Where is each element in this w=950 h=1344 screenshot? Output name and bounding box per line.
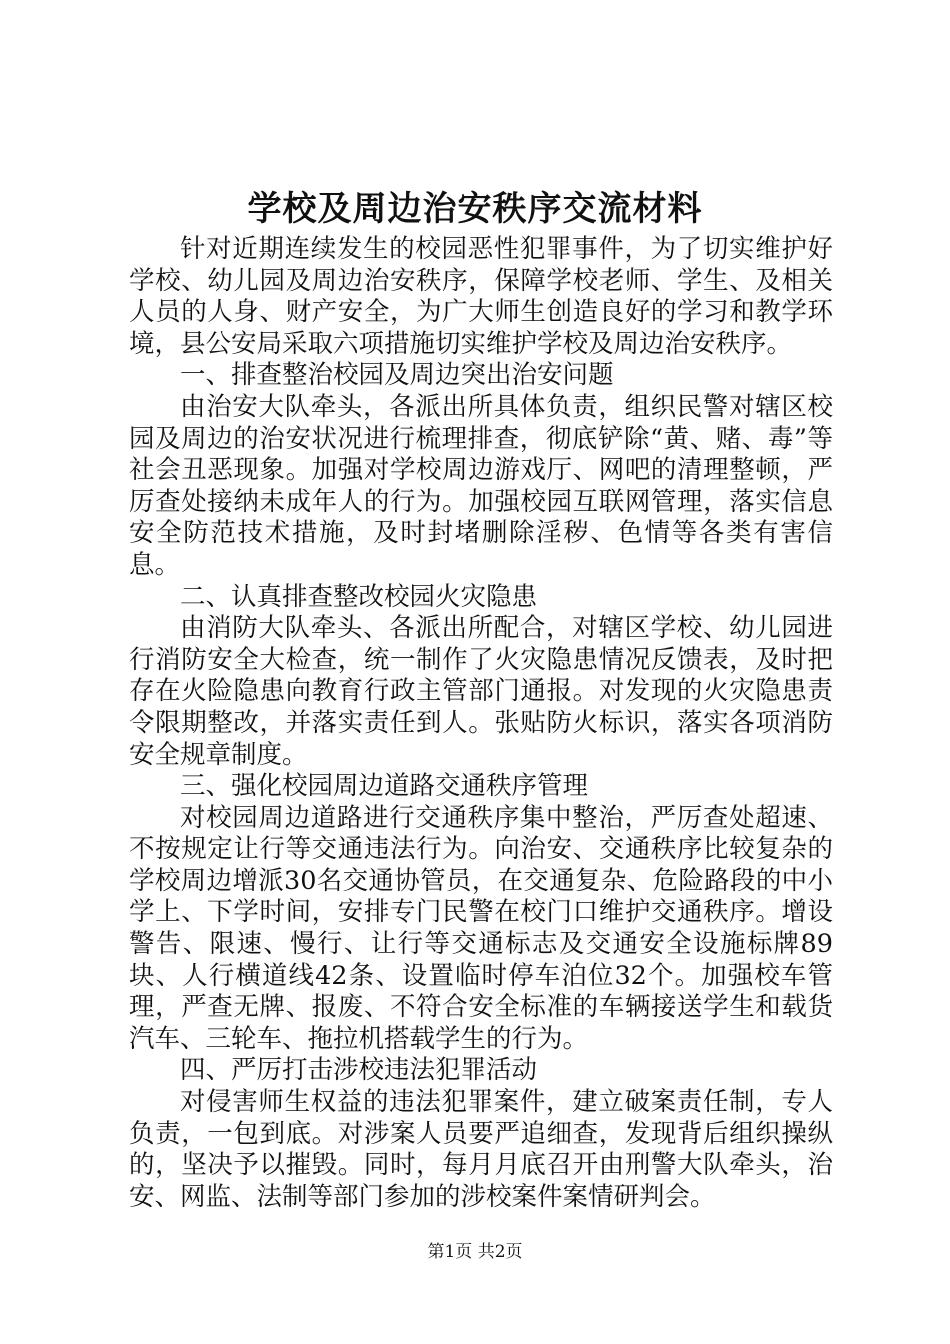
- section-heading: 一、排查整治校园及周边突出治安问题: [180, 360, 614, 391]
- document-body: [129, 234, 833, 1213]
- document-title: 学校及周边治安秩序交流材料: [247, 189, 703, 229]
- section-paragraph: 对侵害师生权益的违法犯罪案件，建立破案责任制，专人负责，一包到底。对涉案人员要严追细查，发现背后组织操纵的，坚决予以摧毁。同时，每月月底召开由刑警大队牵头，治安、网监、法制等部门参加的涉校案件案情研判会。: [129, 1087, 833, 1212]
- section-heading: 二、认真排查整改校园火灾隐患: [180, 581, 538, 612]
- section-paragraph: 对校园周边道路进行交通秩序集中整治，严厉查处超速、不按规定让行等交通违法行为。向治安、交通秩序比较复杂的学校周边增派30名交通协管员，在交通复杂、危险路段的中小学上、下学时间，安排专门民警在校门口维护交通秩序。增设警告、限速、慢行、让行等交通标志及交通安全设施标牌89块、人行横道线42条、设置临时停车泊位32个。加强校车管理，严查无牌、报废、不符合安全标准的车辆接送学生和载货汽车、三轮车、拖拉机搭载学生的行为。: [129, 802, 833, 1054]
- section-heading: 三、强化校园周边道路交通秩序管理: [180, 771, 589, 802]
- section-paragraph: 由消防大队牵头、各派出所配合，对辖区学校、幼儿园进行消防安全大检查，统一制作了火灾隐患情况反馈表，及时把存在火险隐患向教育行政主管部门通报。对发现的火灾隐患责令限期整改，并落实责任到人。张贴防火标识，落实各项消防安全规章制度。: [129, 613, 833, 770]
- intro-paragraph: 针对近期连续发生的校园恶性犯罪事件，为了切实维护好学校、幼儿园及周边治安秩序，保障学校老师、学生、及相关人员的人身、财产安全，为广大师生创造良好的学习和教学环境，县公安局采取六项措施切实维护学校及周边治安秩序。: [129, 234, 833, 359]
- section-heading: 四、严厉打击涉校违法犯罪活动: [180, 1055, 538, 1086]
- page-footer: 第1页 共2页: [427, 1242, 523, 1262]
- section-paragraph: 由治安大队牵头，各派出所具体负责，组织民警对辖区校园及周边的治安状况进行梳理排查，彻底铲除“黄、赌、毒”等社会丑恶现象。加强对学校周边游戏厅、网吧的清理整顿，严厉查处接纳未成年人的行为。加强校园互联网管理，落实信息安全防范技术措施，及时封堵删除淫秽、色情等各类有害信息。: [129, 391, 833, 580]
